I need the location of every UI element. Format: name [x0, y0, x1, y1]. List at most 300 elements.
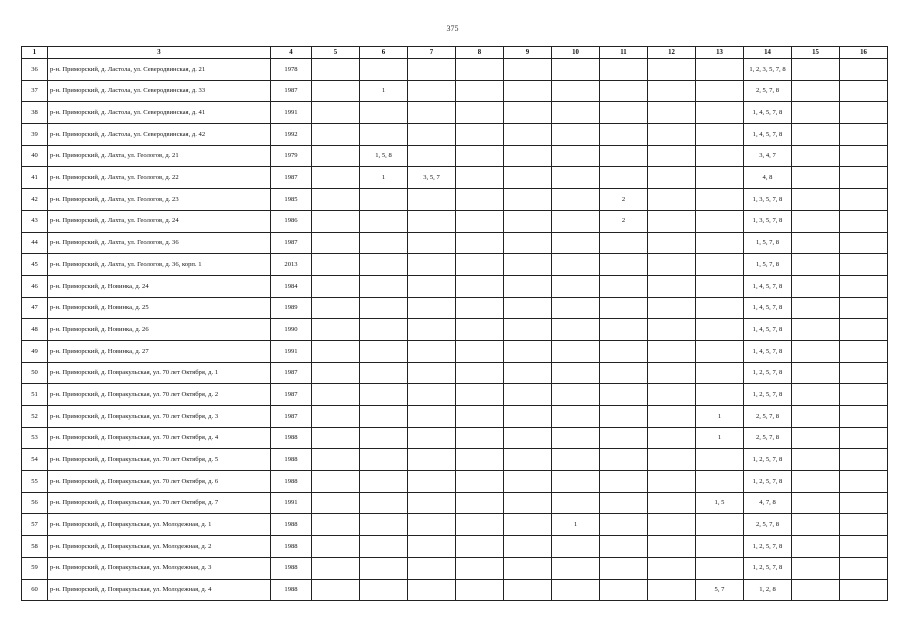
- address-cell: р-н. Приморский, д. Повракульская, ул. 70 лет Октября, д. 3: [48, 406, 271, 428]
- column-header: 6: [360, 47, 408, 59]
- table-cell: [504, 471, 552, 493]
- table-cell: [840, 362, 888, 384]
- table-row: [22, 102, 888, 124]
- table-cell: [456, 449, 504, 471]
- year-cell: 1979: [271, 145, 312, 167]
- table-cell: 1, 5, 7, 8: [744, 254, 792, 276]
- table-cell: [696, 297, 744, 319]
- table-cell: [456, 167, 504, 189]
- row-number-cell: 58: [22, 536, 48, 558]
- table-cell: [360, 297, 408, 319]
- table-cell: [696, 232, 744, 254]
- row-number-cell: 43: [22, 210, 48, 232]
- table-cell: [792, 384, 840, 406]
- table-cell: [648, 471, 696, 493]
- year-cell: 1991: [271, 102, 312, 124]
- table-cell: [456, 145, 504, 167]
- table-row: [22, 254, 888, 276]
- table-cell: [312, 427, 360, 449]
- row-number-cell: 40: [22, 145, 48, 167]
- table-cell: [600, 275, 648, 297]
- table-cell: [312, 189, 360, 211]
- table-cell: [648, 297, 696, 319]
- table-cell: [456, 210, 504, 232]
- row-number-cell: 45: [22, 254, 48, 276]
- table-cell: [408, 340, 456, 362]
- table-cell: [792, 167, 840, 189]
- table-cell: [696, 449, 744, 471]
- table-cell: [312, 80, 360, 102]
- table-cell: [312, 232, 360, 254]
- table-cell: 1: [552, 514, 600, 536]
- year-cell: 2013: [271, 254, 312, 276]
- table-cell: [840, 557, 888, 579]
- table-cell: [360, 557, 408, 579]
- table-cell: [648, 406, 696, 428]
- year-cell: 1986: [271, 210, 312, 232]
- table-cell: [792, 340, 840, 362]
- table-cell: [840, 102, 888, 124]
- table-cell: 1: [360, 167, 408, 189]
- table-cell: [840, 124, 888, 146]
- table-cell: [552, 210, 600, 232]
- year-cell: 1988: [271, 427, 312, 449]
- table-cell: [552, 102, 600, 124]
- address-cell: р-н. Приморский, д. Лахта, ул. Геологов, д. 36, корп. 1: [48, 254, 271, 276]
- table-cell: [840, 492, 888, 514]
- table-cell: [456, 124, 504, 146]
- table-cell: [408, 557, 456, 579]
- table-cell: [552, 319, 600, 341]
- table-cell: [552, 189, 600, 211]
- table-cell: [840, 145, 888, 167]
- table-cell: [504, 406, 552, 428]
- table-row: [22, 427, 888, 449]
- table-cell: [840, 275, 888, 297]
- table-cell: 1, 4, 5, 7, 8: [744, 124, 792, 146]
- table-cell: [600, 514, 648, 536]
- table-cell: [360, 254, 408, 276]
- table-cell: [456, 319, 504, 341]
- table-cell: [456, 427, 504, 449]
- table-cell: 1, 5, 7, 8: [744, 232, 792, 254]
- table-cell: [408, 362, 456, 384]
- table-cell: [792, 492, 840, 514]
- table-cell: [312, 124, 360, 146]
- year-cell: 1989: [271, 297, 312, 319]
- table-cell: [360, 59, 408, 81]
- row-number-cell: 52: [22, 406, 48, 428]
- year-cell: 1992: [271, 124, 312, 146]
- address-cell: р-н. Приморский, д. Повракульская, ул. 70 лет Октября, д. 2: [48, 384, 271, 406]
- table-cell: [456, 471, 504, 493]
- table-cell: 1, 2, 5, 7, 8: [744, 557, 792, 579]
- table-cell: [552, 427, 600, 449]
- table-cell: [600, 254, 648, 276]
- table-cell: [792, 427, 840, 449]
- table-row: [22, 340, 888, 362]
- column-header: 1: [22, 47, 48, 59]
- table-cell: [792, 579, 840, 601]
- table-cell: [408, 449, 456, 471]
- table-cell: [792, 275, 840, 297]
- table-cell: [696, 384, 744, 406]
- table-cell: [552, 449, 600, 471]
- table-cell: [456, 232, 504, 254]
- table-cell: [456, 536, 504, 558]
- table-cell: [408, 189, 456, 211]
- table-cell: [840, 254, 888, 276]
- table-cell: [792, 557, 840, 579]
- table-cell: [696, 210, 744, 232]
- table-cell: [792, 124, 840, 146]
- table-cell: [456, 384, 504, 406]
- table-cell: [696, 471, 744, 493]
- table-cell: [696, 514, 744, 536]
- row-number-cell: 38: [22, 102, 48, 124]
- table-cell: [648, 427, 696, 449]
- table-cell: [456, 340, 504, 362]
- table-cell: 5, 7: [696, 579, 744, 601]
- table-cell: [792, 319, 840, 341]
- table-cell: [696, 189, 744, 211]
- table-cell: [792, 449, 840, 471]
- column-header: 7: [408, 47, 456, 59]
- table-cell: [696, 59, 744, 81]
- table-cell: 4, 8: [744, 167, 792, 189]
- row-number-cell: 47: [22, 297, 48, 319]
- table-cell: [456, 406, 504, 428]
- table-cell: [360, 384, 408, 406]
- table-cell: 1, 4, 5, 7, 8: [744, 102, 792, 124]
- table-row: [22, 275, 888, 297]
- table-cell: [696, 340, 744, 362]
- row-number-cell: 42: [22, 189, 48, 211]
- table-cell: [456, 80, 504, 102]
- table-cell: [552, 254, 600, 276]
- table-cell: [504, 297, 552, 319]
- table-cell: [600, 145, 648, 167]
- table-cell: [696, 275, 744, 297]
- row-number-cell: 53: [22, 427, 48, 449]
- table-cell: 4, 7, 8: [744, 492, 792, 514]
- table-cell: [312, 145, 360, 167]
- row-number-cell: 48: [22, 319, 48, 341]
- table-cell: [840, 536, 888, 558]
- table-cell: [504, 210, 552, 232]
- table-cell: [840, 427, 888, 449]
- table-cell: [312, 319, 360, 341]
- year-cell: 1984: [271, 275, 312, 297]
- address-cell: р-н. Приморский, д. Лахта, ул. Геологов, д. 22: [48, 167, 271, 189]
- table-cell: [792, 406, 840, 428]
- table-row: [22, 362, 888, 384]
- table-cell: [840, 232, 888, 254]
- table-row: [22, 232, 888, 254]
- address-cell: р-н. Приморский, д. Повракульская, ул. Молодежная, д. 4: [48, 579, 271, 601]
- table-cell: [408, 471, 456, 493]
- table-cell: [360, 340, 408, 362]
- table-cell: [648, 362, 696, 384]
- table-cell: [360, 102, 408, 124]
- table-cell: 1, 3, 5, 7, 8: [744, 189, 792, 211]
- row-number-cell: 57: [22, 514, 48, 536]
- table-cell: [312, 59, 360, 81]
- row-number-cell: 50: [22, 362, 48, 384]
- table-cell: [312, 579, 360, 601]
- table-cell: [600, 579, 648, 601]
- table-cell: [504, 102, 552, 124]
- table-cell: [648, 449, 696, 471]
- table-cell: [408, 319, 456, 341]
- table-cell: [312, 557, 360, 579]
- address-cell: р-н. Приморский, д. Повракульская, ул. Молодежная, д. 1: [48, 514, 271, 536]
- column-header: 3: [48, 47, 271, 59]
- table-cell: [360, 449, 408, 471]
- table-cell: [408, 80, 456, 102]
- table-cell: [792, 536, 840, 558]
- row-number-cell: 51: [22, 384, 48, 406]
- address-cell: р-н. Приморский, д. Повракульская, ул. 70 лет Октября, д. 6: [48, 471, 271, 493]
- table-cell: 2, 5, 7, 8: [744, 427, 792, 449]
- table-cell: [504, 362, 552, 384]
- table-cell: [792, 254, 840, 276]
- table-cell: 2: [600, 189, 648, 211]
- table-cell: [408, 297, 456, 319]
- table-cell: [696, 124, 744, 146]
- table-cell: [552, 167, 600, 189]
- row-number-cell: 44: [22, 232, 48, 254]
- table-row: [22, 167, 888, 189]
- table-cell: [792, 59, 840, 81]
- table-row: [22, 557, 888, 579]
- table-row: [22, 210, 888, 232]
- table-cell: [504, 254, 552, 276]
- table-cell: [792, 102, 840, 124]
- year-cell: 1988: [271, 514, 312, 536]
- table-cell: [840, 471, 888, 493]
- year-cell: 1987: [271, 362, 312, 384]
- row-number-cell: 60: [22, 579, 48, 601]
- table-cell: [360, 189, 408, 211]
- table-cell: 1: [696, 406, 744, 428]
- table-row: [22, 536, 888, 558]
- table-cell: [552, 471, 600, 493]
- table-cell: [360, 471, 408, 493]
- table-cell: [696, 80, 744, 102]
- table-cell: [840, 297, 888, 319]
- table-cell: [360, 319, 408, 341]
- table-cell: [552, 536, 600, 558]
- table-cell: [648, 492, 696, 514]
- table-row: [22, 319, 888, 341]
- table-cell: [648, 536, 696, 558]
- table-cell: [648, 557, 696, 579]
- year-cell: 1988: [271, 449, 312, 471]
- table-cell: [504, 124, 552, 146]
- table-cell: [696, 102, 744, 124]
- table-cell: [600, 557, 648, 579]
- table-cell: [312, 384, 360, 406]
- table-cell: [360, 232, 408, 254]
- table-cell: [312, 492, 360, 514]
- table-cell: 1: [360, 80, 408, 102]
- table-cell: [552, 384, 600, 406]
- table-cell: [696, 254, 744, 276]
- table-cell: [648, 384, 696, 406]
- table-cell: [504, 492, 552, 514]
- address-cell: р-н. Приморский, д. Повракульская, ул. 70 лет Октября, д. 5: [48, 449, 271, 471]
- table-cell: [600, 471, 648, 493]
- table-row: [22, 406, 888, 428]
- table-cell: 2: [600, 210, 648, 232]
- table-cell: [312, 406, 360, 428]
- table-cell: [360, 579, 408, 601]
- table-cell: [456, 102, 504, 124]
- table-cell: 1, 4, 5, 7, 8: [744, 275, 792, 297]
- column-header: 11: [600, 47, 648, 59]
- address-cell: р-н. Приморский, д. Лахта, ул. Геологов, д. 23: [48, 189, 271, 211]
- row-number-cell: 41: [22, 167, 48, 189]
- year-cell: 1988: [271, 471, 312, 493]
- year-cell: 1988: [271, 579, 312, 601]
- address-cell: р-н. Приморский, д. Повракульская, ул. 70 лет Октября, д. 1: [48, 362, 271, 384]
- table-cell: [600, 124, 648, 146]
- table-cell: [696, 167, 744, 189]
- table-cell: [552, 124, 600, 146]
- table-cell: [552, 340, 600, 362]
- table-cell: [792, 297, 840, 319]
- row-number-cell: 46: [22, 275, 48, 297]
- address-cell: р-н. Приморский, д. Повракульская, ул. Молодежная, д. 2: [48, 536, 271, 558]
- table-cell: 1: [696, 427, 744, 449]
- table-cell: [504, 536, 552, 558]
- table-cell: [408, 210, 456, 232]
- table-cell: [552, 145, 600, 167]
- table-row: [22, 514, 888, 536]
- column-header: 4: [271, 47, 312, 59]
- address-cell: р-н. Приморский, д. Ластола, ул. Северодвинская, д. 42: [48, 124, 271, 146]
- table-cell: 1, 2, 8: [744, 579, 792, 601]
- table-cell: [648, 340, 696, 362]
- address-cell: р-н. Приморский, д. Повракульская, ул. Молодежная, д. 3: [48, 557, 271, 579]
- table-cell: 2, 5, 7, 8: [744, 514, 792, 536]
- table-cell: 3, 4, 7: [744, 145, 792, 167]
- table-row: [22, 189, 888, 211]
- table-cell: [792, 232, 840, 254]
- column-header: 10: [552, 47, 600, 59]
- table-row: [22, 59, 888, 81]
- table-cell: [408, 384, 456, 406]
- table-cell: [408, 254, 456, 276]
- table-cell: [504, 232, 552, 254]
- table-cell: [840, 340, 888, 362]
- table-cell: [792, 471, 840, 493]
- table-cell: [648, 275, 696, 297]
- table-cell: [312, 514, 360, 536]
- table-cell: [648, 189, 696, 211]
- table-cell: [408, 492, 456, 514]
- address-cell: р-н. Приморский, д. Повракульская, ул. 70 лет Октября, д. 7: [48, 492, 271, 514]
- table-cell: [504, 384, 552, 406]
- address-cell: р-н. Приморский, д. Новинка, д. 26: [48, 319, 271, 341]
- table-cell: [696, 145, 744, 167]
- table-cell: [360, 492, 408, 514]
- table-cell: [408, 427, 456, 449]
- table-cell: 3, 5, 7: [408, 167, 456, 189]
- table-cell: [840, 189, 888, 211]
- table-cell: [648, 232, 696, 254]
- table-cell: [504, 427, 552, 449]
- table-cell: [408, 275, 456, 297]
- table-cell: [408, 59, 456, 81]
- table-cell: 1, 4, 5, 7, 8: [744, 340, 792, 362]
- table-cell: [840, 514, 888, 536]
- table-cell: [360, 427, 408, 449]
- table-cell: [600, 492, 648, 514]
- year-cell: 1987: [271, 232, 312, 254]
- year-cell: 1985: [271, 189, 312, 211]
- table-cell: 1, 2, 3, 5, 7, 8: [744, 59, 792, 81]
- table-cell: [456, 579, 504, 601]
- column-header: 14: [744, 47, 792, 59]
- address-cell: р-н. Приморский, д. Лахта, ул. Геологов, д. 24: [48, 210, 271, 232]
- table-cell: [504, 557, 552, 579]
- year-cell: 1987: [271, 80, 312, 102]
- table-cell: [696, 536, 744, 558]
- table-row: [22, 471, 888, 493]
- table-cell: [456, 275, 504, 297]
- table-cell: [456, 189, 504, 211]
- table-cell: [408, 406, 456, 428]
- table-cell: 2, 5, 7, 8: [744, 80, 792, 102]
- table-cell: [504, 319, 552, 341]
- table-cell: [600, 406, 648, 428]
- table-cell: [408, 579, 456, 601]
- table-cell: [600, 340, 648, 362]
- row-number-cell: 39: [22, 124, 48, 146]
- table-cell: [360, 210, 408, 232]
- table-row: [22, 384, 888, 406]
- table-cell: [552, 232, 600, 254]
- year-cell: 1991: [271, 340, 312, 362]
- table-cell: [504, 340, 552, 362]
- column-header: 13: [696, 47, 744, 59]
- column-header: 9: [504, 47, 552, 59]
- table-cell: [600, 362, 648, 384]
- table-cell: [504, 275, 552, 297]
- table-cell: 1, 5, 8: [360, 145, 408, 167]
- table-cell: [504, 167, 552, 189]
- table-cell: [696, 362, 744, 384]
- table-cell: [360, 124, 408, 146]
- table-cell: [840, 449, 888, 471]
- table-cell: [456, 514, 504, 536]
- table-cell: [840, 579, 888, 601]
- year-cell: 1988: [271, 536, 312, 558]
- year-cell: 1988: [271, 557, 312, 579]
- table-row: [22, 297, 888, 319]
- address-cell: р-н. Приморский, д. Новинка, д. 27: [48, 340, 271, 362]
- table-cell: [312, 167, 360, 189]
- year-cell: 1991: [271, 492, 312, 514]
- table-cell: [840, 59, 888, 81]
- year-cell: 1987: [271, 384, 312, 406]
- address-cell: р-н. Приморский, д. Новинка, д. 25: [48, 297, 271, 319]
- address-cell: р-н. Приморский, д. Ластола, ул. Северодвинская, д. 33: [48, 80, 271, 102]
- table-cell: [312, 210, 360, 232]
- table-cell: [792, 189, 840, 211]
